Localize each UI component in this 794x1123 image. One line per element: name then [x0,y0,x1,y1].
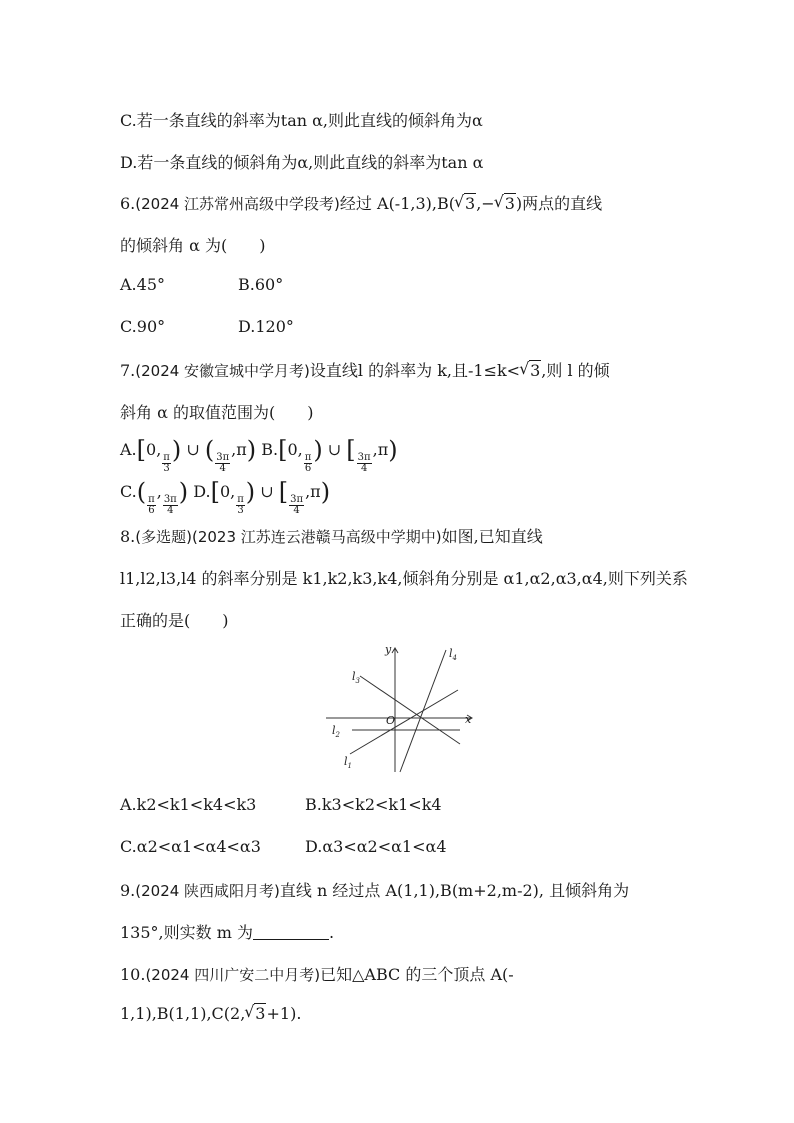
l4-label: $l_4$ [449,647,457,662]
question-8-stem: 8.(多选题)(2023 江苏连云港赣马高级中学期中)如图,已知直线 [120,527,543,546]
question-10-stem: 10.(2024 四川广安二中月考)已知△ABC 的三个顶点 A(- [120,965,514,984]
sqrt: √ 3 [455,194,476,213]
question-7-stem: 7.(2024 安徽宣城中学月考)设直线l 的斜率为 k,且-1≤k<√ 3,则 l 的倾 [120,358,610,381]
question-6-options-cd: C.90° D.120° [120,317,294,336]
question-9-stem-cont: 135°,则实数 m 为 . [120,923,335,942]
question-6-stem: 6.(2024 江苏常州高级中学段考)经过 A(-1,3),B(√ 3,−√ 3)两点的直线 [120,191,602,214]
y-label: y [385,644,392,656]
line-l4 [400,650,446,772]
line-l1 [350,690,458,754]
l1-label: $l_1$ [344,755,352,770]
origin-label: O [386,714,396,727]
question-8-options-ab: A.k2<k1<k4<k3 B.k3<k2<k1<k4 [120,795,442,814]
question-9-stem: 9.(2024 陕西咸阳月考)直线 n 经过点 A(1,1),B(m+2,m-2), 且倾斜角为 [120,881,630,900]
sqrt: √ 3 [245,1004,266,1023]
line-l3 [360,676,460,744]
question-7-stem-cont: 斜角 α 的取值范围为( ) [120,403,314,422]
x-label: x [465,713,472,726]
option-d: D.若一条直线的倾斜角为α,则此直线的斜率为tan α [120,153,484,172]
l3-label: $l_3$ [352,670,360,685]
question-7-options-ab: A.[0, $\frac{\pi}{3}$ ) ∪ ( $\frac{3\pi}{4}$ ,π) B.[0, $\frac{\pi}{6}$ ) ∪ [ $\frac{3\pi}{4}$ ,π) [120,436,398,474]
answer-blank [253,925,329,940]
question-10-stem-cont: 1,1),B(1,1),C(2,√ 3+1). [120,1004,301,1023]
question-8-options-cd: C.α2<α1<α4<α3 D.α3<α2<α1<α4 [120,837,447,856]
question-6-options-ab: A.45° B.60° [120,275,284,294]
option-c: C.若一条直线的斜率为tan α,则此直线的倾斜角为α [120,111,483,130]
sqrt: √ 3 [495,194,516,213]
question-7-options-cd: C.( $\frac{\pi}{6}$ , $\frac{3\pi}{4}$ ) D.[0, $\frac{\pi}{3}$ ) ∪ [ $\frac{3\pi}{4}$ ,π) [120,478,331,516]
l2-label: $l_2$ [332,724,340,739]
question-8-stem-end: 正确的是( ) [120,611,229,630]
question-6-stem-cont: 的倾斜角 α 为( ) [120,236,266,255]
lines-figure [322,644,482,776]
question-8-stem-cont: l1,l2,l3,l4 的斜率分别是 k1,k2,k3,k4,倾斜角分别是 α1,α2,α3,α4,则下列关系 [120,569,688,588]
sqrt: √ 3 [520,361,541,380]
